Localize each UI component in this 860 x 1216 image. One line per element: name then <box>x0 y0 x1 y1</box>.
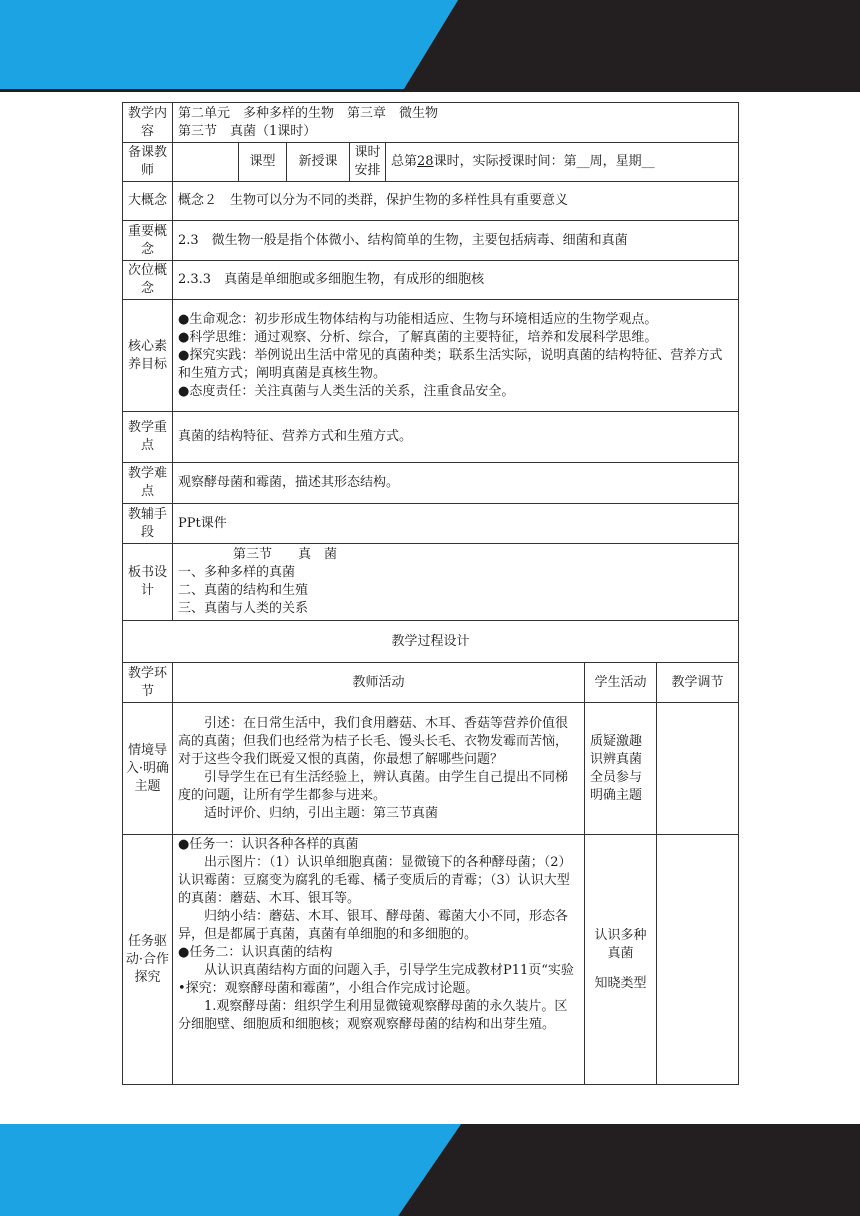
info-row <box>123 143 739 182</box>
key-point-value: 真菌的结构特征、营养方式和生殖方式。 <box>173 412 739 463</box>
key-point-row <box>123 412 739 463</box>
big-concept-value: 概念２ 生物可以分为不同的类群，保护生物的多样性具有重要意义 <box>173 182 739 221</box>
board-line: 三、真菌与人类的关系 <box>178 601 309 616</box>
top-decorative-band <box>0 0 860 92</box>
literacy-item: ●态度责任：关注真菌与人类生活的关系，注重食品安全。 <box>178 383 515 399</box>
teacher-paragraph: 出示图片：（1）认识单细胞真菌：显微镜下的各种酵母菌；（2）认识霉菌：豆腐变为腐乳的毛霉、橘子变质后的青霉；（3）认识大型的真菌：蘑菇、木耳、银耳等。 <box>178 855 572 906</box>
unit-content <box>173 103 739 143</box>
board-label: 板书设计 <box>123 544 173 621</box>
unit-label: 教学内容 <box>123 103 173 143</box>
col-teacher-header: 教师活动 <box>173 663 585 703</box>
major-concept-row <box>123 221 739 261</box>
board-content <box>173 544 739 621</box>
process-title: 教学过程设计 <box>123 621 739 663</box>
aids-label: 教辅手段 <box>123 504 173 544</box>
teacher-paragraph: 1.观察酵母菌：组织学生利用显微镜观察酵母菌的永久装片。区分细胞壁、细胞质和细胞核；观察观察酵母菌的结构和出芽生殖。 <box>178 999 568 1032</box>
task-heading: ●任务一：认识各种各样的真菌 <box>178 837 359 852</box>
type-label: 课型 <box>239 143 287 182</box>
student-activity: 质疑激趣识辨真菌全员参与明确主题 <box>585 703 657 835</box>
student-activity-item: 认识多种真菌 <box>594 927 647 961</box>
literacy-item: ●科学思维：通过观察、分析、综合，了解真菌的主要特征，培养和发展科学思维。 <box>178 329 658 345</box>
process-title-row <box>123 621 739 663</box>
board-row <box>123 544 739 621</box>
stage-name: 情境导入·明确主题 <box>123 703 173 835</box>
literacy-row <box>123 300 739 412</box>
difficulty-label: 教学难点 <box>123 463 173 504</box>
minor-concept-value: 2.3.3 真菌是单细胞或多细胞生物，有成形的细胞核 <box>173 261 739 300</box>
difficulty-value: 观察酵母菌和霉菌，描述其形态结构。 <box>173 463 739 504</box>
process-header-row <box>123 663 739 703</box>
time-label: 课时安排 <box>350 143 386 182</box>
time-value <box>386 143 739 182</box>
teacher-value <box>173 143 239 182</box>
board-title: 第三节 真 菌 <box>233 547 338 562</box>
unit-row <box>123 103 739 143</box>
teacher-paragraph: 引述：在日常生活中，我们食用蘑菇、木耳、香菇等营养价值很高的真菌；但我们也经常为桔子长毛、馒头长毛、衣物发霉而苦恼，对于这些令我们既爱又恨的真菌，你最想了解哪些问题？ <box>178 715 569 767</box>
bottom-decorative-band <box>0 1124 860 1216</box>
teacher-paragraph: 归纳小结：蘑菇、木耳、银耳、酵母菌、霉菌大小不同，形态各异，但是都属于真菌，真菌有单细胞的和多细胞的。 <box>178 909 569 942</box>
teaching-adjustment <box>657 703 739 835</box>
unit-line-2: 第三节 真菌（1课时） <box>178 123 317 139</box>
aids-value: PPt课件 <box>173 504 739 544</box>
major-concept-label: 重要概念 <box>123 221 173 261</box>
teacher-activity <box>173 703 585 835</box>
big-concept-label: 大概念 <box>123 182 173 221</box>
col-adjust-header: 教学调节 <box>657 663 739 703</box>
col-stage-header: 教学环节 <box>123 663 173 703</box>
teacher-label: 备课教师 <box>123 143 173 182</box>
board-line: 一、多种多样的真菌 <box>178 565 296 580</box>
lesson-plan-table <box>122 102 739 1085</box>
time-suffix: 课时，实际授课时间：第__周，星期__ <box>433 154 655 169</box>
teacher-paragraph: 从认识真菌结构方面的问题入手，引导学生完成教材P11页“实验•探究：观察酵母菌和霉菌”，小组合作完成讨论题。 <box>178 963 574 996</box>
literacy-item: ●探究实践：举例说出生活中常见的真菌种类；联系生活实际，说明真菌的结构特征、营养方式和生殖方式；阐明真菌是真核生物。 <box>178 347 723 381</box>
teacher-paragraph: 适时评价、归纳，引出主题：第三节真菌 <box>204 805 439 821</box>
type-value: 新授课 <box>287 143 350 182</box>
time-number: 28 <box>417 154 434 169</box>
teaching-adjustment <box>657 835 739 1085</box>
unit-line-1: 第二单元 多种多样的生物 第三章 微生物 <box>178 105 439 121</box>
difficulty-row <box>123 463 739 504</box>
aids-row <box>123 504 739 544</box>
minor-concept-row <box>123 261 739 300</box>
process-row <box>123 703 739 835</box>
process-row <box>123 835 739 1085</box>
major-concept-value: 2.3 微生物一般是指个体微小、结构简单的生物，主要包括病毒、细菌和真菌 <box>173 221 739 261</box>
big-concept-row <box>123 182 739 221</box>
col-student-header: 学生活动 <box>585 663 657 703</box>
minor-concept-label: 次位概念 <box>123 261 173 300</box>
teacher-activity <box>173 835 585 1085</box>
literacy-item: ●生命观念：初步形成生物体结构与功能相适应、生物与环境相适应的生物学观点。 <box>178 311 658 327</box>
teacher-paragraph: 引导学生在已有生活经验上，辨认真菌。由学生自己提出不同梯度的问题，让所有学生都参与进来。 <box>178 769 569 803</box>
literacy-content <box>173 300 739 412</box>
student-activity <box>585 835 657 1085</box>
student-activity-item: 知晓类型 <box>594 975 647 991</box>
time-prefix: 总第 <box>391 154 418 169</box>
key-point-label: 教学重点 <box>123 412 173 463</box>
stage-name: 任务驱动·合作探究 <box>123 835 173 1085</box>
literacy-label: 核心素养目标 <box>123 300 173 412</box>
task-heading: ●任务二：认识真菌的结构 <box>178 945 333 960</box>
board-line: 二、真菌的结构和生殖 <box>178 583 309 598</box>
